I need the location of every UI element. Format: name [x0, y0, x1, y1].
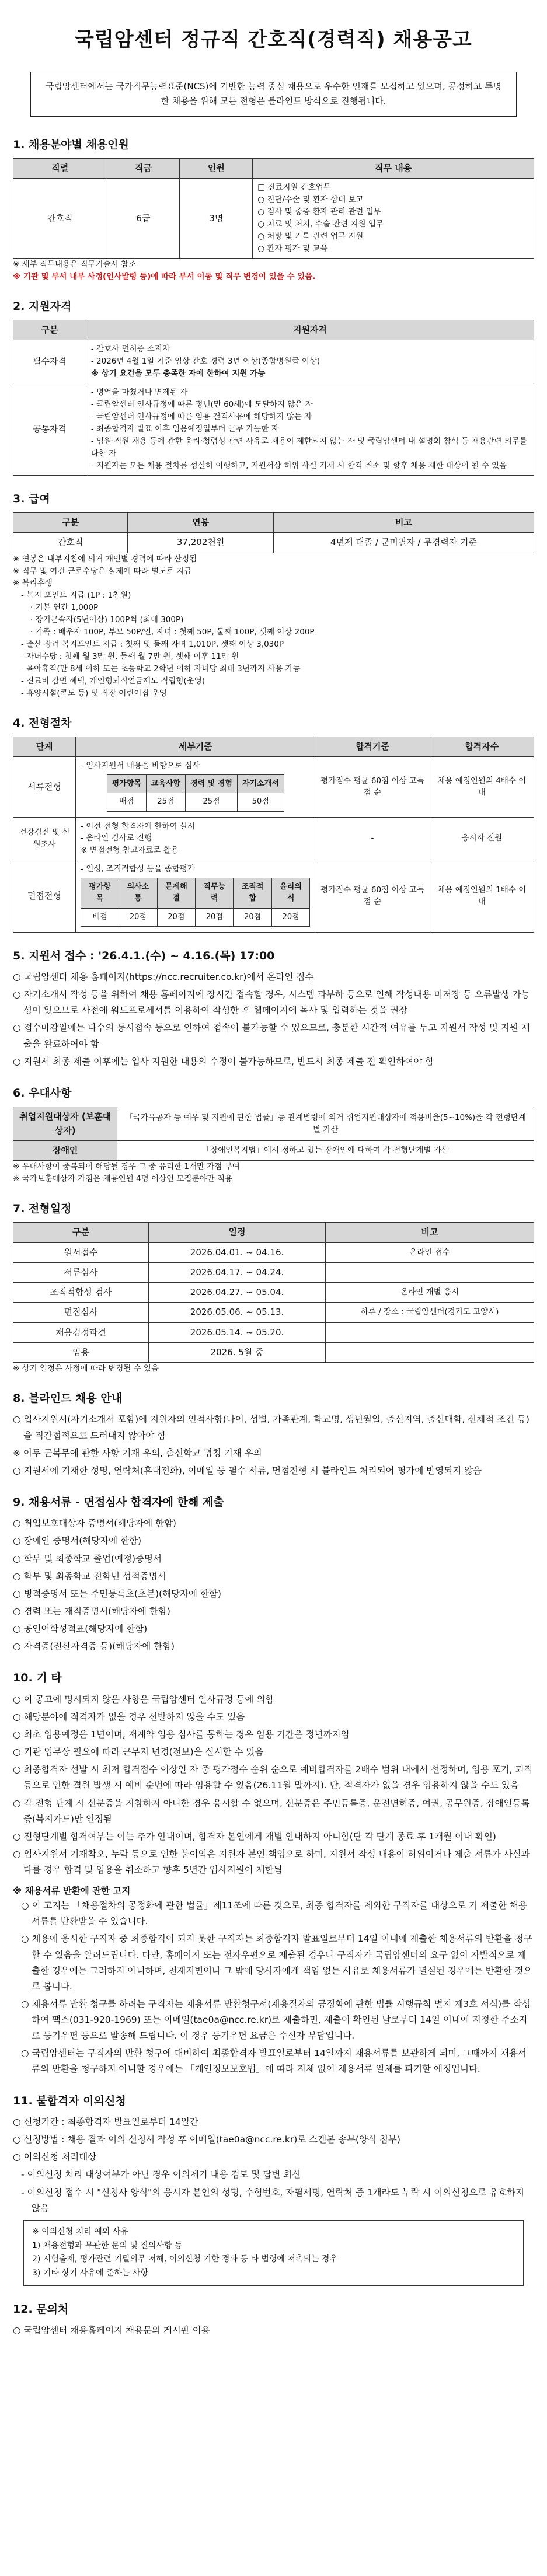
- list-item: ○ 채용에 응시한 구직자 중 최종합격이 되지 못한 구직자는 최종합격자 발표일로부터 14일 이내에 제출한 채용서류의 반환을 청구할 수 있음을 알려드립니다. 다만, 홈페이지 또는 전자우편으로 제출된 경우나 구직자가 국립암센터의 요구 없이 자발적으로 제출한 경우에는 그러하지 아니하며, 천재지변이나 그 밖에 당사자에게 책임 없는 사유로 채용서류가 멸실된 경우에는 반환한 것으로 봅니다.: [21, 1933, 532, 1992]
- qualification-item: - 지원자는 모든 채용 절차를 성실히 이행하고, 지원서상 허위 사실 기재 시 합격 취소 및 향후 채용 제한 대상이 될 수 있음: [90, 460, 507, 470]
- score-header: 조직적합: [234, 878, 271, 908]
- section-positions: [13, 137, 534, 283]
- note: ※ 상기 일정은 사정에 따라 변경될 수 있음: [13, 1364, 159, 1374]
- table-header: 구분: [13, 320, 86, 340]
- intro-box: 국립암센터에서는 국가직무능력표준(NCS)에 기반한 능력 중심 채용으로 우수한 인재를 모집하고 있으며, 공정하고 투명한 채용을 위해 모든 전형은 블라인드 방식으로 진행됩니다.: [30, 72, 517, 117]
- note: - 진료비 감면 혜택, 개인형퇴직연금제도 적립형(운영): [21, 676, 205, 686]
- duty-item: ○ 환자 평가 및 교육: [257, 243, 328, 253]
- table-header: 직렬: [13, 159, 107, 179]
- list-item: ○ 이의신청 처리대상: [13, 2152, 97, 2163]
- note: ※ 국가보훈대상자 가점은 채용인원 4명 이상인 모집분야만 적용: [13, 1174, 232, 1184]
- list-item: ○ 이 공고에 명시되지 않은 사항은 국립암센터 인사규정 등에 의함: [13, 1694, 274, 1705]
- duty-item: ○ 처방 및 기록 관련 업무 지원: [257, 232, 364, 242]
- pass-criteria: 평가점수 평균 60점 이상 고득점 순: [315, 860, 430, 932]
- section-etc: [13, 1670, 534, 2077]
- section-schedule: [13, 1200, 534, 1375]
- section-title: 12. 문의처: [13, 2302, 69, 2316]
- list-item: ※ 이두 군복무에 관한 사항 기재 우의, 출신학교 명칭 기재 우의: [13, 1447, 262, 1458]
- etc-list: [13, 1692, 534, 1878]
- salary-notes: [13, 553, 534, 700]
- list-item: ○ 공인어학성적표(해당자에 한함): [13, 1624, 148, 1635]
- table-cell: 「장애인복지법」에서 정하고 있는 장애인에 대하여 각 전형단계별 가산: [117, 1140, 534, 1160]
- section-title: 1. 채용분야별 채용인원: [13, 138, 129, 151]
- duties-cell: [253, 179, 534, 259]
- score-cell: 20점: [196, 908, 234, 926]
- table-cell: 3명: [180, 179, 253, 259]
- stage-label: 서류전형: [13, 757, 76, 817]
- list-item: ○ 지원서 최종 제출 이후에는 입사 지원한 내용의 수정이 불가능하므로, 반드시 최종 제출 전 확인하여야 함: [13, 1056, 434, 1067]
- score-cell: 배점: [107, 793, 146, 811]
- section-application: [13, 948, 534, 1070]
- list-item: - 이의신청 처리 대상여부가 아닌 경우 이의제기 내용 검토 및 답변 회신: [21, 2169, 301, 2180]
- contact-list: [13, 2323, 534, 2338]
- table-cell: [86, 340, 534, 383]
- score-header: 평가항목: [107, 775, 146, 793]
- duty-item: ○ 검사 및 중증 환자 관리 관련 업무: [257, 207, 381, 217]
- section-title: 11. 불합격자 이의신청: [13, 2094, 126, 2107]
- table-cell: 채용검정파견: [13, 1322, 149, 1342]
- table-cell: 2026. 5월 중: [148, 1342, 325, 1362]
- note: - 복지 포인트 지급 (1P : 1천원): [21, 591, 131, 601]
- score-header: 직무능력: [196, 878, 234, 908]
- list-item: ○ 학부 및 최종학교 전학년 성적증명서: [13, 1570, 166, 1582]
- table-cell: 하루 / 장소 : 국립암센터(경기도 고양시): [326, 1303, 534, 1322]
- table-header: 직무 내용: [253, 159, 534, 179]
- score-header: 자기소개서: [237, 775, 284, 793]
- table-cell: [326, 1342, 534, 1362]
- table-cell: 「국가유공자 등 예우 및 지원에 관한 법률」등 관계법령에 의거 취업지원대상자에 적용비율(5~10%)을 각 전형단계별 가산: [117, 1107, 534, 1141]
- table-header: 지원자격: [86, 320, 534, 340]
- list-item: ○ 전형단계별 합격여부는 이는 추가 안내이며, 합격자 본인에게 개별 안내하지 아니함(단 각 단계 종료 후 1개월 이내 확인): [13, 1831, 496, 1842]
- exception-box: [23, 2220, 524, 2286]
- note: - 휴양시설(콘도 등) 및 직장 어린이집 운영: [21, 688, 167, 698]
- table-header: 단계: [13, 737, 76, 757]
- note: · 기본 연간 1,000P: [30, 603, 99, 613]
- section-title: 6. 우대사항: [13, 1086, 72, 1099]
- note: ※ 우대사항이 중복되어 해당될 경우 그 중 유리한 1개만 가점 부여: [13, 1162, 240, 1172]
- qualification-item: - 최종합격자 발표 이후 임용예정일부터 근무 가능한 자: [90, 424, 279, 434]
- score-table: [107, 774, 284, 811]
- list-item: ○ 장애인 증명서(해당자에 한함): [13, 1535, 142, 1547]
- list-item: ○ 자기소개서 작성 등을 위하여 채용 홈페이지에 장시간 접속할 경우, 시스템 과부하 등으로 인해 작성내용 미저장 등 오류발생 가능성이 있으므로 사전에 워드프로세서를 이용하여 작성한 후 웹페이지에 복사 및 입력하는 것을 권장: [13, 989, 530, 1016]
- list-item: ○ 기관 업무상 필요에 따라 근무지 변경(전보)을 실시할 수 있음: [13, 1747, 264, 1758]
- stage-desc: - 인성, 조직적합성 등을 종합평가: [81, 864, 195, 874]
- note: · 장기근속자(5년이상) 100P씩 (최대 300P): [30, 615, 184, 625]
- table-cell: 4년제 대졸 / 군미필자 / 무경력자 기준: [273, 533, 534, 553]
- table-cell: 원서접수: [13, 1242, 149, 1262]
- table-cell: 37,202천원: [128, 533, 274, 553]
- table-cell: 임용: [13, 1342, 149, 1362]
- stage-label: 면접전형: [13, 860, 76, 932]
- pass-count: 채용 예정인원의 1배수 이내: [430, 860, 534, 932]
- return-notice-list: [13, 1898, 534, 2077]
- qualification-item: - 병역을 마쳤거나 면제된 자: [90, 388, 188, 397]
- qualification-emphasis: ※ 상기 요건을 모두 충족한 자에 한하여 지원 가능: [90, 369, 266, 379]
- table-header: 직급: [107, 159, 180, 179]
- table-cell: 서류심사: [13, 1262, 149, 1282]
- note: · 가족 : 배우자 100P, 부모 50P/인, 자녀 : 첫째 50P, 둘째 100P, 셋째 이상 200P: [30, 627, 315, 637]
- table-header: 합격자수: [430, 737, 534, 757]
- list-item: - 이의신청 접수 시 "신청사 양식"의 응시자 본인의 성명, 수험번호, 자필서명, 연락처 중 1개라도 누락 시 이의신청으로 유효하지 않음: [21, 2187, 524, 2214]
- box-line: 1) 채용전형과 무관한 문의 및 질의사항 등: [32, 2240, 183, 2250]
- score-cell: 50점: [237, 793, 284, 811]
- table-row: [13, 1322, 534, 1342]
- score-header: 평가항목: [81, 878, 119, 908]
- section-title: 3. 급여: [13, 492, 50, 505]
- table-row: [13, 1242, 534, 1262]
- list-item: ○ 학부 및 최종학교 졸업(예정)증명서: [13, 1553, 162, 1564]
- score-table: [81, 878, 310, 926]
- stage-item: ※ 면접전형 참고자료로 활용: [81, 846, 179, 856]
- section-title: 7. 전형일정: [13, 1202, 72, 1215]
- section-documents: [13, 1494, 534, 1654]
- table-header: 비고: [273, 513, 534, 533]
- score-header: 교육사항: [146, 775, 185, 793]
- section-title: 10. 기 타: [13, 1671, 62, 1685]
- pass-criteria: 평가점수 평균 60점 이상 고득점 순: [315, 757, 430, 817]
- score-cell: 20점: [157, 908, 195, 926]
- list-item: ○ 해당분야에 적격자가 없을 경우 선발하지 않을 수도 있음: [13, 1711, 245, 1722]
- table-header: 세부기준: [76, 737, 315, 757]
- list-item: ○ 국립암센터는 구직자의 반환 청구에 대비하여 최종합격자 발표일로부터 14일까지 채용서류를 보관하게 되며, 그때까지 채용서류의 반환을 청구하지 아니할 경우에는 「개인정보보호법」에 따라 지체 없이 채용서류 일체를 파기할 예정입니다.: [21, 2048, 527, 2075]
- appeal-list: [13, 2114, 534, 2217]
- note: ※ 연봉은 내부지침에 의거 개인별 경력에 따라 산정됨: [13, 554, 197, 564]
- section-title: 2. 지원자격: [13, 299, 72, 313]
- list-item: ○ 접수마감일에는 다수의 동시접속 등으로 인하여 접속이 불가능할 수 있으므로, 충분한 시간적 여유를 두고 지원서 작성 및 지원 제출을 완료하여야 함: [13, 1022, 530, 1049]
- stage-detail: [76, 817, 315, 860]
- list-item: ○ 병적증명서 또는 주민등록초(초본)(해당자에 한함): [13, 1588, 221, 1599]
- table-cell: [86, 383, 534, 475]
- table-cell: 2026.04.17. ~ 04.24.: [148, 1262, 325, 1282]
- qualification-item: - 임원·직원 채용 등에 관한 윤리·청렴성 관련 사유로 채용이 제한되지 않는 자 및 국립암센터 내 설명회 참석 등 채용관련 의무를 다한 자: [90, 436, 527, 458]
- salary-table: [13, 512, 534, 553]
- list-item: ○ 국립암센터 채용홈페이지 채용문의 게시판 이용: [13, 2325, 210, 2336]
- qualification-item: - 2026년 4월 1일 기준 임상 간호 경력 3년 이상(종합병원급 이상): [90, 357, 320, 366]
- score-header: 경력 및 경험: [186, 775, 238, 793]
- score-cell: 20점: [119, 908, 157, 926]
- table-header: 합격기준: [315, 737, 430, 757]
- table-row: [13, 1342, 534, 1362]
- duty-item: ○ 진단/수술 및 환자 상태 보고: [257, 195, 364, 205]
- score-cell: 25점: [146, 793, 185, 811]
- list-item: ○ 신청방법 : 채용 결과 이의 신청서 작성 후 이메일(tae0a@ncc.re.kr)로 스캔본 송부(양식 첨부): [13, 2134, 400, 2145]
- list-item: ○ 지원서에 기재한 성명, 연락처(휴대전화), 이메일 등 필수 서류, 면접전형 시 블라인드 처리되어 평가에 반영되지 않음: [13, 1465, 482, 1476]
- application-list: [13, 969, 534, 1070]
- pass-criteria: -: [315, 817, 430, 860]
- list-item: ○ 자격증(전산자격증 등)(해당자에 한함): [13, 1641, 175, 1652]
- table-cell: 6급: [107, 179, 180, 259]
- duty-item: ○ 치료 및 처치, 수술 관련 지원 업무: [257, 219, 384, 229]
- box-line: 3) 기타 상기 사유에 준하는 사항: [32, 2268, 148, 2278]
- note-warning: ※ 기관 및 부서 내부 사정(인사발령 등)에 따라 부서 이동 및 직무 변경이 있을 수 있음.: [13, 271, 316, 281]
- table-header: 연봉: [128, 513, 274, 533]
- list-item: ○ 신청기간 : 최종합격자 발표일로부터 14일간: [13, 2117, 198, 2127]
- table-cell: 2026.04.01. ~ 04.16.: [148, 1242, 325, 1262]
- blind-list: [13, 1412, 534, 1479]
- note: - 자녀수당 : 첫째 월 3만 원, 둘째 월 7만 원, 셋째 이후 11만 원: [21, 651, 239, 661]
- table-header: 비고: [326, 1223, 534, 1242]
- note: ※ 세부 직무내용은 직무기술서 참조: [13, 259, 137, 269]
- table-cell: 간호직: [13, 533, 128, 553]
- score-cell: 20점: [234, 908, 271, 926]
- table-cell: 필수자격: [13, 340, 86, 383]
- section-salary: [13, 491, 534, 700]
- score-cell: 25점: [186, 793, 238, 811]
- table-header: 구분: [13, 513, 128, 533]
- section-preferences: [13, 1085, 534, 1185]
- stage-item: - 온라인 검사로 진행: [81, 833, 152, 843]
- score-cell: 20점: [271, 908, 309, 926]
- score-header: 윤리의식: [271, 878, 309, 908]
- process-table: [13, 737, 534, 933]
- score-header: 문제해결: [157, 878, 195, 908]
- section-title: 9. 채용서류 - 면접심사 합격자에 한해 제출: [13, 1495, 224, 1509]
- table-cell: 2026.05.06. ~ 05.13.: [148, 1303, 325, 1322]
- section-blind: [13, 1390, 534, 1479]
- table-header: 구분: [13, 1223, 149, 1242]
- pass-count: 채용 예정인원의 4배수 이내: [430, 757, 534, 817]
- table-cell: 간호직: [13, 179, 107, 259]
- note: ※ 복리후생: [13, 578, 53, 588]
- list-item: ○ 각 전형 단계 시 신분증을 지참하지 아니한 경우 응시할 수 없으며, 신분증은 주민등록증, 운전면허증, 여권, 공무원증, 장애인등록증(복지카드)만 인정됨: [13, 1797, 530, 1824]
- box-line: ※ 이의신청 처리 예외 사유: [32, 2226, 128, 2236]
- stage-detail: [76, 860, 315, 932]
- duty-item: □ 진료지원 간호업무: [257, 183, 331, 193]
- list-item: ○ 경력 또는 재직증명서(해당자에 한함): [13, 1605, 170, 1617]
- table-cell: 면접심사: [13, 1303, 149, 1322]
- qualification-item: - 국립암센터 인사규정에 따른 정년(만 60세)에 도달하지 않은 자: [90, 400, 313, 410]
- document: [13, 25, 534, 2339]
- qualification-item: - 간호사 면허증 소지자: [90, 344, 170, 354]
- section-title: 5. 지원서 접수 : '26.4.1.(수) ~ 4.16.(목) 17:00: [13, 949, 275, 962]
- table-cell: 온라인 개별 응시: [326, 1283, 534, 1303]
- documents-list: [13, 1516, 534, 1654]
- stage-detail: [76, 757, 315, 817]
- qualifications-table: [13, 320, 534, 475]
- score-cell: 배점: [81, 908, 119, 926]
- section-title: 8. 블라인드 채용 안내: [13, 1391, 123, 1405]
- qualification-item: - 국립암센터 인사규정에 따른 임용 결격사유에 해당하지 않는 자: [90, 412, 312, 422]
- list-item: ○ 채용서류 반환 청구를 하려는 구직자는 채용서류 반환청구서(채용절차의 공정화에 관한 법률 시행규칙 별지 제3호 서식)를 작성하여 팩스(031-920-1969) 또는 이메일(tae0a@ncc.re.kr)로 제출하면, 제출이 확인된 날로부터 14일 이내에 지정한 주소지로 등기우편 등으로 발송해 드립니다. 이 경우 등기우편 요금은 수신자 부담입니다.: [21, 1998, 531, 2041]
- list-item: ○ 최종합격자 선발 시 최저 합격점수 이상인 자 중 평가점수 순위 순으로 예비합격자를 2배수 범위 내에서 선정하며, 임용 포기, 퇴직 등으로 인한 결원 발생 시 예비 순번에 따라 임용할 수 있음(26.11월 말까지). 단, 적격자가 없을 경우 임용하지 않을 수도 있음: [13, 1764, 533, 1791]
- box-line: 2) 시험출제, 평가관련 기밀의무 저해, 이의신청 기한 경과 등 타 법령에 저촉되는 경우: [32, 2254, 337, 2264]
- page-title: 국립암센터 정규직 간호직(경력직) 채용공고: [75, 28, 472, 51]
- section-title: 4. 전형절차: [13, 716, 72, 729]
- table-cell: 조직적합성 검사: [13, 1283, 149, 1303]
- list-item: ○ 입사지원서(자기소개서 포함)에 지원자의 인적사항(나이, 성별, 가족관계, 학교명, 생년월일, 출신지역, 출신대학, 신체적 조건 등)을 직간접적으로 드러내지 않아야 함: [13, 1414, 529, 1441]
- table-cell: 2026.05.14. ~ 05.20.: [148, 1322, 325, 1342]
- table-cell: 2026.04.27. ~ 05.04.: [148, 1283, 325, 1303]
- section-appeal: [13, 2093, 534, 2286]
- section-contact: [13, 2301, 534, 2339]
- score-header: 의사소통: [119, 878, 157, 908]
- row-header: 장애인: [13, 1140, 117, 1160]
- positions-table: [13, 158, 534, 259]
- preferences-table: [13, 1107, 534, 1161]
- table-row: [13, 1303, 534, 1322]
- pass-count: 응시자 전원: [430, 817, 534, 860]
- section-process: [13, 715, 534, 933]
- table-cell: 공통자격: [13, 383, 86, 475]
- note: - 출산 장려 복지포인트 지급 : 첫째 및 둘째 자녀 1,010P, 셋째 이상 3,030P: [21, 640, 284, 650]
- list-item: ○ 이 고지는 「채용절차의 공정화에 관한 법률」제11조에 따른 것으로, 최종 합격자를 제외한 구직자를 대상으로 기 제출한 채용서류를 반환받을 수 있습니다.: [21, 1900, 527, 1927]
- list-item: ○ 입사지원서 기재착오, 누락 등으로 인한 불이익은 지원자 본인 책임으로 하며, 지원서 작성 내용이 허위이거나 제출 서류가 사실과 다를 경우 합격 및 임용을 취소하고 향후 5년간 입사지원이 제한됨: [13, 1848, 530, 1876]
- stage-item: - 이전 전형 합격자에 한하여 실시: [81, 821, 195, 831]
- table-row: [13, 1262, 534, 1282]
- return-notice-title: ※ 채용서류 반환에 관한 고지: [13, 1886, 131, 1897]
- list-item: ○ 취업보호대상자 증명서(해당자에 한함): [13, 1518, 176, 1529]
- stage-desc: - 입사지원서 내용을 바탕으로 심사: [81, 761, 200, 771]
- section-qualifications: [13, 298, 534, 476]
- stage-label: 건강검진 및 신원조사: [13, 817, 76, 860]
- table-cell: [326, 1322, 534, 1342]
- table-cell: 온라인 접수: [326, 1242, 534, 1262]
- table-header: 인원: [180, 159, 253, 179]
- schedule-table: [13, 1222, 534, 1363]
- list-item: ○ 국립암센터 채용 홈페이지(https://ncc.recruiter.co.kr)에서 온라인 접수: [13, 972, 314, 983]
- note: ※ 직무 및 여건 근로수당은 실제에 따라 별도로 지급: [13, 566, 192, 576]
- row-header: 취업지원대상자 (보훈대상자): [13, 1107, 117, 1141]
- table-cell: [326, 1262, 534, 1282]
- list-item: ○ 최초 임용예정은 1년이며, 재계약 임용 심사를 통하는 경우 임용 기간은 정년까지임: [13, 1729, 350, 1740]
- table-header: 일정: [148, 1223, 325, 1242]
- note: - 육아휴직(만 8세 이하 또는 초등학교 2학년 이하 자녀당 최대 3년까지 사용 가능: [21, 664, 301, 673]
- table-row: [13, 1283, 534, 1303]
